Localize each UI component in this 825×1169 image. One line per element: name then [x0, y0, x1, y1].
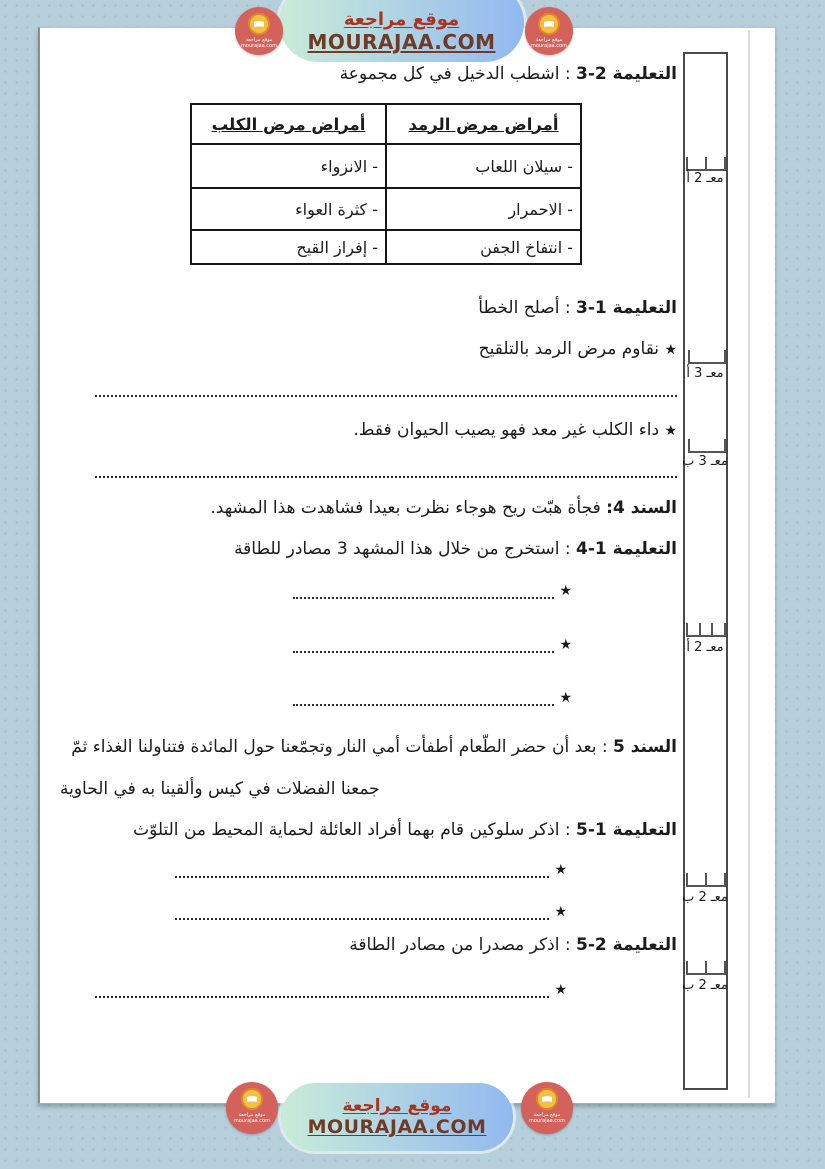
instruction-label: التعليمة 2-3 [576, 64, 677, 84]
logo-text-arabic: موقع مراجعة [238, 1112, 266, 1118]
dotted-leader [175, 861, 549, 878]
dotted-leader [293, 582, 554, 599]
star-icon: ★ [664, 423, 677, 439]
dotted-leader [175, 903, 549, 920]
site-domain-link[interactable]: MOURAJAA.COM [307, 1116, 487, 1138]
answer-line [293, 636, 572, 653]
table-cell: - الانزواء [191, 144, 386, 188]
scan-fold-line [748, 30, 750, 1098]
logo-text-domain: mourajaa.com [530, 43, 567, 49]
support-4-text [210, 496, 677, 521]
logo-text-arabic: موقع مراجعة [245, 37, 273, 43]
instruction-label: التعليمة 2-5 [576, 935, 677, 955]
score-bracket [686, 623, 726, 637]
support-text: جمعنا الفضلات في كيس وألقينا به في الحاوية [60, 779, 380, 799]
site-banner-bottom [281, 1083, 513, 1151]
instruction-label: التعليمة 1-5 [576, 820, 677, 840]
answer-line [175, 861, 567, 878]
statement-text: داء الكلب غير معد فهو يصيب الحيوان فقط. [353, 420, 660, 440]
support-label: السند 5 [612, 737, 677, 757]
logo-text-domain: mourajaa.com [240, 43, 277, 49]
book-icon [248, 13, 270, 35]
support-text: فجأة هبّت ريح هوجاء نظرت بعيدا فشاهدت هذا المشهد. [210, 498, 601, 518]
score-label: معـ 2 أ [686, 640, 724, 655]
dotted-leader [293, 689, 554, 706]
star-icon: ★ [554, 862, 567, 878]
answer-dotted-line [95, 476, 677, 478]
answer-line [95, 981, 567, 998]
star-icon: ★ [554, 982, 567, 998]
book-icon [536, 1088, 558, 1110]
star-icon: ★ [559, 583, 572, 599]
answer-dotted-line [95, 395, 677, 397]
site-banner-top [279, 0, 524, 62]
score-label: معـ 2 ب [682, 978, 728, 993]
book-icon [241, 1088, 263, 1110]
heading-instruction-5-2 [349, 933, 677, 958]
site-logo-top-left [235, 7, 283, 55]
table-cell: - انتفاخ الجفن [386, 230, 581, 264]
statement-item-1 [479, 337, 677, 362]
support-text: : بعد أن حضر الطّعام أطفأت أمي النار وتجمّعنا حول المائدة فتناولنا الغذاء ثمّ [71, 737, 608, 757]
logo-text-arabic: موقع مراجعة [533, 1112, 561, 1118]
instruction-text: : اشطب الدخيل في كل مجموعة [339, 64, 571, 84]
logo-text-domain: mourajaa.com [233, 1118, 270, 1124]
diseases-table [190, 103, 582, 265]
book-icon [538, 13, 560, 35]
heading-instruction-3-2 [340, 62, 677, 87]
heading-instruction-3-1 [478, 296, 677, 321]
score-label: معـ 3 ب [682, 454, 728, 469]
instruction-text: : أصلح الخطأ [478, 298, 571, 318]
table-header-ramad: أمراض مرض الرمد [386, 104, 581, 144]
dotted-leader [293, 636, 554, 653]
table-header-kalb: أمراض مرض الكلب [191, 104, 386, 144]
instruction-label: التعليمة 1-4 [576, 539, 677, 559]
table-cell: - كثرة العواء [191, 188, 386, 230]
score-label: معـ 2 أ [686, 171, 724, 186]
instruction-text: : اذكر مصدرا من مصادر الطاقة [349, 935, 571, 955]
site-logo-top-right [525, 7, 573, 55]
statement-text: نقاوم مرض الرمد بالتلقيح [478, 339, 660, 359]
statement-item-2 [353, 418, 677, 443]
logo-text-arabic: موقع مراجعة [535, 37, 563, 43]
site-domain-link[interactable]: MOURAJAA.COM [307, 29, 496, 54]
score-bracket [688, 439, 726, 453]
table-cell: - إفراز القيح [191, 230, 386, 264]
site-logo-bottom-right [521, 1082, 573, 1134]
dotted-leader [95, 981, 549, 998]
score-label: معـ 3 أ [686, 366, 724, 381]
site-name-arabic: موقع مراجعة [343, 8, 460, 30]
score-bracket [686, 873, 726, 887]
star-icon: ★ [664, 342, 677, 358]
support-label: السند 4: [606, 498, 677, 518]
score-bracket [688, 350, 726, 364]
star-icon: ★ [559, 690, 572, 706]
answer-line [293, 582, 572, 599]
instruction-label: التعليمة 1-3 [576, 298, 677, 318]
instruction-text: : استخرج من خلال هذا المشهد 3 مصادر للطاقة [234, 539, 571, 559]
star-icon: ★ [554, 904, 567, 920]
table-cell: - الاحمرار [386, 188, 581, 230]
answer-line [293, 689, 572, 706]
grading-margin-column [683, 52, 728, 1090]
site-name-arabic: موقع مراجعة [342, 1096, 452, 1116]
heading-instruction-4-1 [234, 537, 677, 562]
score-bracket [686, 961, 726, 975]
score-label: معـ 2 ب [682, 890, 728, 905]
score-bracket [686, 157, 726, 171]
support-5-text [71, 735, 677, 760]
instruction-text: : اذكر سلوكين قام بهما أفراد العائلة لحماية المحيط من التلوّث [133, 820, 571, 840]
support-5-text-continued [60, 777, 380, 802]
table-cell: - سيلان اللعاب [386, 144, 581, 188]
logo-text-domain: mourajaa.com [528, 1118, 565, 1124]
star-icon: ★ [559, 637, 572, 653]
site-logo-bottom-left [226, 1082, 278, 1134]
heading-instruction-5-1 [133, 818, 677, 843]
answer-line [175, 903, 567, 920]
